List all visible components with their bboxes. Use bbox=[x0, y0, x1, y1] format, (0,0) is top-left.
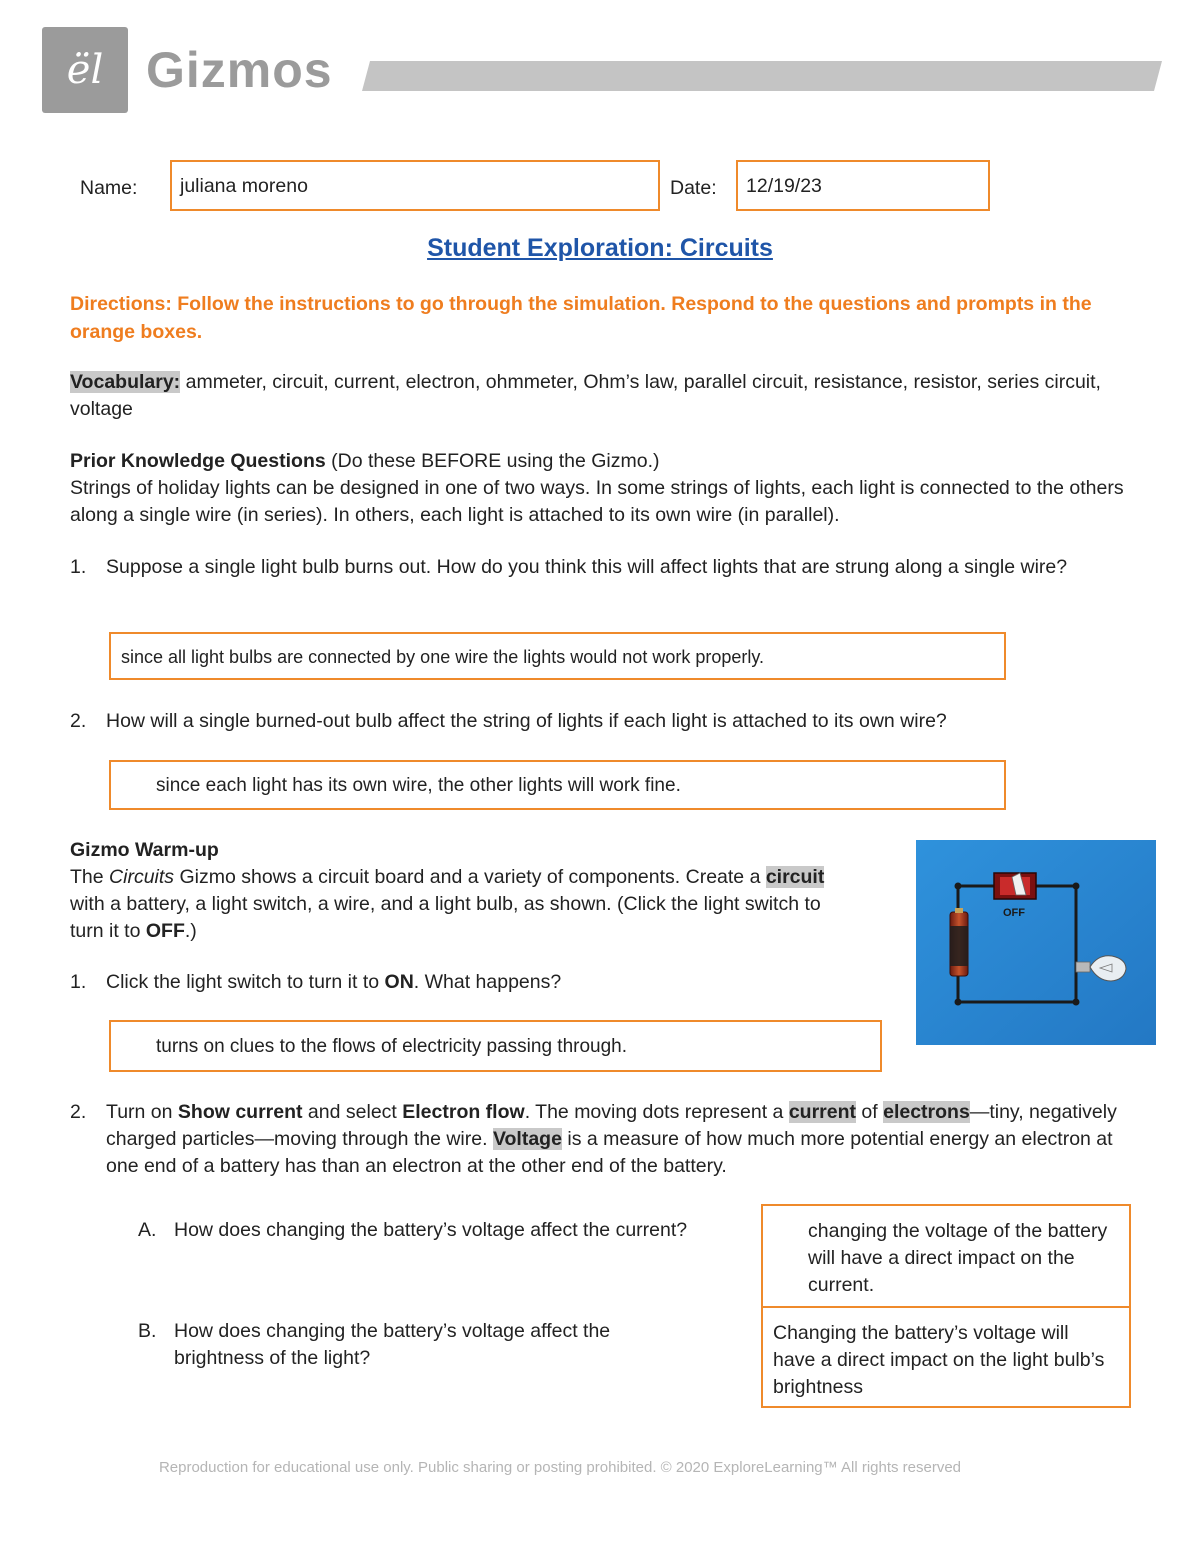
text-run: . What happens? bbox=[413, 971, 562, 993]
text-run: .) bbox=[184, 920, 197, 942]
prior-heading-bold: Prior Knowledge Questions bbox=[70, 450, 326, 472]
switch-off-label: OFF bbox=[1003, 907, 1025, 919]
name-label: Name: bbox=[80, 177, 138, 199]
vocab-term: circuit bbox=[765, 866, 825, 888]
text-run: . The moving dots represent a bbox=[524, 1101, 789, 1123]
question-number: 2. bbox=[70, 710, 87, 732]
prior-heading-note: (Do these BEFORE using the Gizmo.) bbox=[325, 450, 660, 472]
sub-question-text: How does changing the battery’s voltage affect the current? bbox=[174, 1219, 688, 1241]
vocabulary-label: Vocabulary: bbox=[70, 371, 181, 393]
vocabulary bbox=[70, 369, 1130, 423]
footer-copyright: Reproduction for educational use only. Public sharing or posting prohibited. © 2020 ExploreLearning™ All rights reserved bbox=[158, 1459, 962, 1476]
vocabulary-list: ammeter, circuit, current, electron, ohmmeter, Ohm’s law, parallel circuit, resistance, resistor, series circuit, voltage bbox=[70, 371, 1101, 420]
question-number: 1. bbox=[70, 971, 87, 993]
date-field[interactable]: 12/19/23 bbox=[736, 160, 990, 211]
sub-question-label: A. bbox=[138, 1219, 157, 1241]
text-run: Circuits bbox=[109, 866, 175, 888]
answer-box-prior-1[interactable]: since all light bulbs are connected by one wire the lights would not work properly. bbox=[109, 632, 1006, 680]
el-logo-icon bbox=[42, 27, 128, 113]
circuit-simulation-image bbox=[916, 840, 1156, 1045]
text-run: The bbox=[70, 866, 110, 888]
text-run: —tiny, negatively charged particles—moving through the wire. bbox=[106, 1101, 1117, 1150]
warmup-intro bbox=[70, 864, 850, 945]
text-run: OFF bbox=[145, 920, 185, 942]
vocab-term: Voltage bbox=[492, 1128, 562, 1150]
sub-question-text: How does changing the battery’s voltage affect the brightness of the light? bbox=[174, 1320, 611, 1369]
text-run: Gizmo shows a circuit board and a variety of components. Create a bbox=[174, 866, 766, 888]
text-run: of bbox=[856, 1101, 884, 1123]
gizmos-logo bbox=[42, 27, 128, 113]
text-run: Show current bbox=[177, 1101, 303, 1123]
text-run: ON bbox=[384, 971, 414, 993]
text-run: with a battery, a light switch, a wire, and a light bulb, as shown. (Click the light switch to turn it to bbox=[70, 893, 821, 942]
answer-box-sub-a[interactable]: changing the voltage of the battery will have a direct impact on the current. bbox=[761, 1204, 1131, 1308]
question-number: 2. bbox=[70, 1101, 87, 1123]
answer-box-sub-b[interactable]: Changing the battery’s voltage will have a direct impact on the light bulb’s brightness bbox=[761, 1306, 1131, 1408]
name-field[interactable]: juliana moreno bbox=[170, 160, 660, 211]
warmup-heading: Gizmo Warm-up bbox=[70, 839, 219, 861]
svg-text:ël: ël bbox=[66, 47, 104, 93]
brand-name: Gizmos bbox=[146, 42, 333, 98]
text-run: Electron flow bbox=[402, 1101, 525, 1123]
date-label: Date: bbox=[670, 177, 717, 199]
header-bar bbox=[362, 61, 1162, 91]
text-run: Turn on bbox=[106, 1101, 178, 1123]
vocab-term: current bbox=[788, 1101, 856, 1123]
answer-box-warmup-1[interactable]: turns on clues to the flows of electricity passing through. bbox=[109, 1020, 882, 1072]
page-title: Student Exploration: Circuits bbox=[427, 234, 773, 262]
text-run: Click the light switch to turn it to bbox=[106, 971, 385, 993]
text-run: and select bbox=[302, 1101, 403, 1123]
answer-box-prior-2[interactable]: since each light has its own wire, the other lights will work fine. bbox=[109, 760, 1006, 810]
question-number: 1. bbox=[70, 556, 87, 578]
sub-question-label: B. bbox=[138, 1320, 157, 1342]
vocab-term: electrons bbox=[883, 1101, 970, 1123]
prior-knowledge-heading bbox=[70, 448, 1130, 475]
question-text: Suppose a single light bulb burns out. How do you think this will affect lights that are strung along a single wire? bbox=[106, 556, 1068, 578]
prior-intro: Strings of holiday lights can be designed in one of two ways. In some strings of lights, each light is connected to the others along a single wire (in series). In others, each light is attached to its own wire (in parallel). bbox=[70, 477, 1124, 526]
light-switch-icon bbox=[994, 873, 1036, 899]
question-text: How will a single burned-out bulb affect the string of lights if each light is attached to its own wire? bbox=[106, 710, 947, 732]
text-run: is a measure of how much more potential energy an electron at one end of a battery has than an electron at the other end of the battery. bbox=[106, 1128, 1113, 1177]
directions-text: Directions: Follow the instructions to go through the simulation. Respond to the questions and prompts in the orange boxes. bbox=[70, 293, 1092, 343]
